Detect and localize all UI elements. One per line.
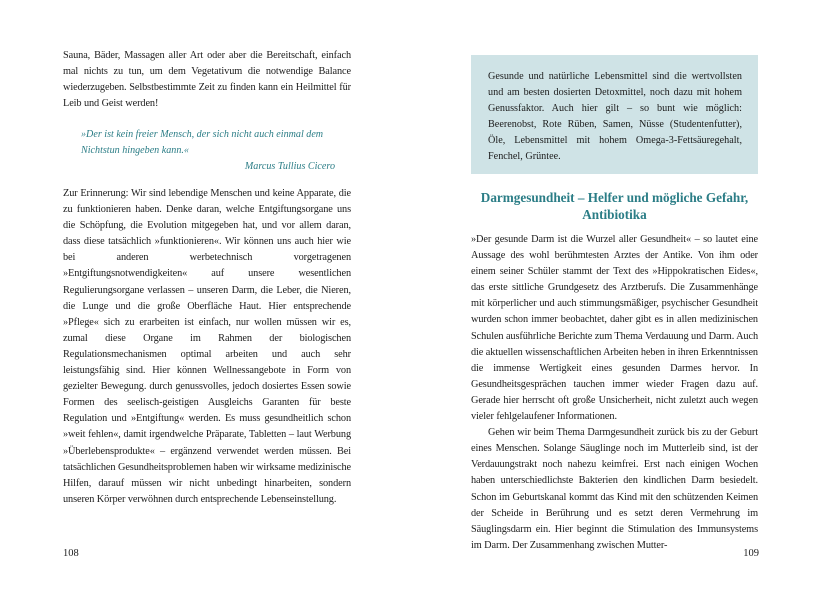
info-box [471,55,758,174]
info-box-text: Gesunde und natürliche Lebensmittel sind die wertvollsten und am besten dosierten Detoxmittel, noch dazu mit hohem Genussfaktor. Auch hier gilt – so bunt wie möglich: Beerenobst, Rote Rüben, Samen, Nüsse (Studentenfutter), Öle, Lebensmittel mit hohem Omega-3-Fettsäuregehalt, Fenchel, Grüntee. [488,71,742,163]
paragraph-2: Gehen wir beim Thema Darmgesundheit zurück bis zu der Geburt eines Menschen. Solange Säuglinge noch im Mutterleib sind, ist der Verdauungstrakt noch nahezu keimfrei. Erst nach einigen Wochen haben unterschiedlichste Bakterien den kindlichen Darm besiedelt. Schon im Geburtskanal kommt das Kind mit den schützenden Keimen der Scheide in Berührung und es setzt deren Vermehrung im Säuglingsdarm ein. Hier beginnt die Stimulation des Immunsystems im Darm. Der Zusammenhang zwischen Mutter- [471,427,758,551]
intro-paragraph [63,48,351,112]
paragraph-1: »Der gesunde Darm ist die Wurzel aller Gesundheit« – so lautet eine Aussage des wohl berühmtesten Arztes der Antike. Von ihm oder einem seiner Schüler stammt der Text des »Hippokratischen Eides«, das erste sittliche Grundgesetz des Arztberufs. Die Zusammenhänge mit körperlicher und auch stimmungsmäßiger, psychischer Gesundheit wurden schon immer beobachtet, daher gibt es in allen medizinischen Schulen ausführliche Berichte zum Thema Verdauung und Darm. Auch die aktuellen wissenschaftlichen Arbeiten heben in ihren Erkenntnissen die immense Wertigkeit eines gesunden Darmes hervor. In Gesundheitsgesprächen tauchen immer wieder Fragen dazu auf. Gerade hier herrscht oft große Unsicherheit, nicht zuletzt auch wegen vieler fehlgelaufener Informationen. [471,234,758,423]
main-paragraph-left [63,186,351,508]
cicero-quote [81,127,337,175]
quote-author: Marcus Tullius Cicero [244,161,335,172]
section-heading: Darmgesundheit – Helfer und mögliche Gefahr, Antibiotika [480,190,749,222]
main-paragraphs-right [471,232,758,554]
right-page [411,0,822,595]
quote-text: »Der ist kein freier Mensch, der sich nicht auch einmal dem Nichtstun hingeben kann.« [81,129,324,156]
main-text-left: Zur Erinnerung: Wir sind lebendige Menschen und keine Apparate, die zu funktionieren haben. Denke daran, welche Entgiftungsorgane uns die Schöpfung, die Evolution mitgegeben hat, und vor allem daran, dass diese tatsächlich »funktionieren«. Wir können uns auch hier wie bei anderen werbetechnisch vorgetragenen »Entgiftungsnotwendigkeiten« auf unsere wesentlichen Regulierungsorgane verlassen – unseren Darm, die Leber, die Nieren, die Lunge und die große Oberfläche Haut. Hier entsprechende »Pflege« sich zu erarbeiten ist einfach, nur wollen müssen wir es, zumal diese Organe im Rahmen der biologischen Regulationsmechanismen optimal arbeiten und auch sehr leistungsfähig sind. Hier können Wellnessangebote in Form von gezielter Bewegung. durch genussvolles, jedoch dosiertes Essen sowie Formen des seelisch-geistigen Ausgleichs Garanten für beste Regulation und »Entgiftung« werden. Es muss gesundheitlich schon »weit fehlen«, damit irgendwelche Präparate, Tabletten – laut Werbung »Überlebensprodukte« – ergänzend verwendet werden müssen. Bei tatsächlichen Gesundheitsproblemen haben wir wirksame medizinische Hilfen, darauf müssen wir nicht unbedingt hinarbeiten, sondern unseren Körper verwöhnen durch entsprechende Lebenseinstellung. [63,188,351,505]
page-number-left: 108 [63,548,79,559]
intro-text: Sauna, Bäder, Massagen aller Art oder aber die Bereitschaft, einfach mal nichts zu tun, um dem Vegetativum die notwendige Balance wiederzugeben. Selbstbestimmte Zeit zu finden kann ein Heilmittel für Leib und Geist werden! [63,50,351,110]
page-number-right: 109 [743,548,759,559]
